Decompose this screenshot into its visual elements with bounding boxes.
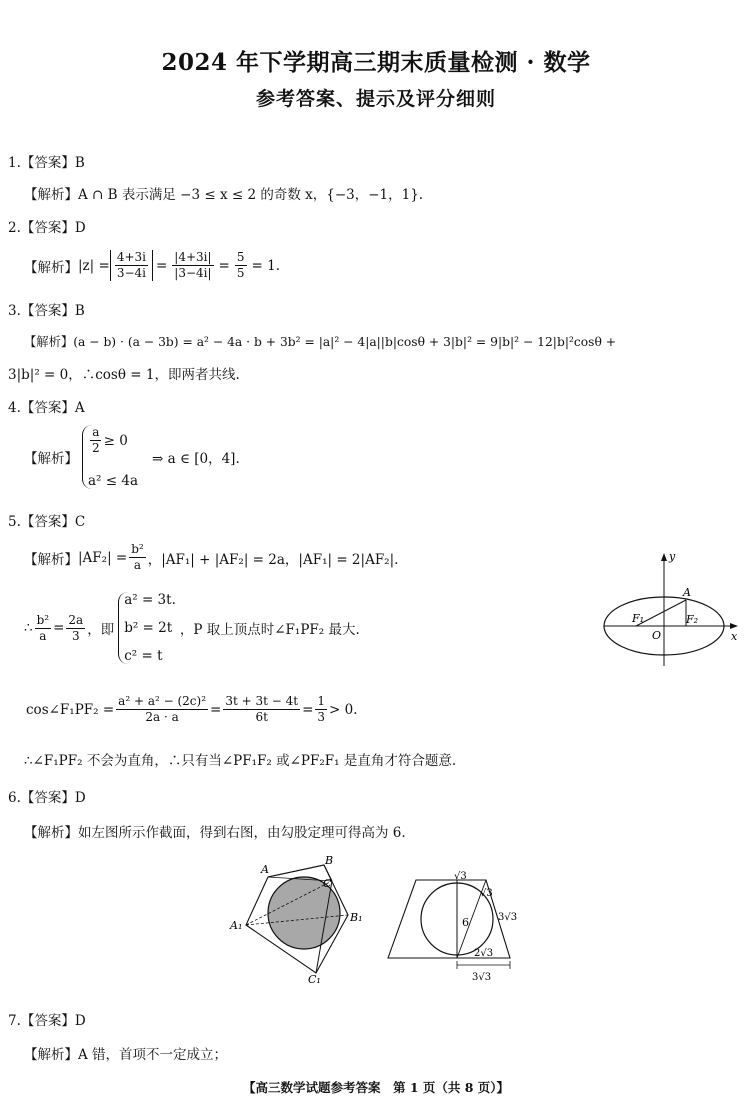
prism-label-b1: B₁ xyxy=(350,911,363,924)
q5-solution-line4: ∴∠F₁PF₂ 不会为直角，∴只有当∠PF₁F₂ 或∠PF₂F₁ 是直角才符合题意. xyxy=(24,753,457,769)
page-footer: 【高三数学试题参考答案 第 1 页（共 8 页）】 xyxy=(242,1080,510,1095)
section-label-right: 3√3 xyxy=(498,912,518,923)
ellipse-label-a: A xyxy=(683,586,691,599)
prism-label-c: C xyxy=(323,877,332,890)
prism-label-b: B xyxy=(325,855,334,867)
q3-solution-line2: 3|b|² = 0，∴cosθ = 1，即两者共线. xyxy=(8,367,240,383)
section-label-top-right: √3 xyxy=(480,888,493,899)
q6-solution: 【解析】如左图所示作截面，得到右图，由勾股定理可得高为 6. xyxy=(24,825,406,841)
q1-answer: 1.【答案】B xyxy=(8,155,85,171)
q4-solution: 【解析】 $\frac{a}{2}$ ≥ 0 a² ≤ 4a ⇒ a ∈ [0，4]. xyxy=(24,425,240,489)
q4-answer: 4.【答案】A xyxy=(8,400,85,416)
q2-answer: 2.【答案】D xyxy=(8,220,86,236)
page-title: 2024 年下学期高三期末质量检测 · 数学 xyxy=(161,49,591,76)
section-label-lower-right: 2√3 xyxy=(474,948,494,959)
ellipse-figure xyxy=(598,548,744,670)
section-figure xyxy=(382,870,532,992)
section-label-mid: 6 xyxy=(462,916,469,929)
q7-answer: 7.【答案】D xyxy=(8,1013,86,1029)
q1-solution: 【解析】A ∩ B 表示满足 −3 ≤ x ≤ 2 的奇数 x，{−3，−1，1}. xyxy=(24,187,424,203)
q5-solution-line3: cos∠F₁PF₂ = $\frac{\text{a² + a² − (2c)²}}{2a \cdot a}$ = $\frac{3t + 3t - 4t}{6t}$ = $\frac{1}{3}$ > 0. xyxy=(26,694,358,724)
section-label-top: √3 xyxy=(454,871,467,882)
q6-answer: 6.【答案】D xyxy=(8,790,86,806)
section-label-bottom: 3√3 xyxy=(472,972,492,983)
ellipse-label-x: x xyxy=(731,630,738,643)
prism-label-a1: A₁ xyxy=(230,919,243,932)
prism-label-a: A xyxy=(261,863,269,876)
q7-solution: 【解析】A 错，首项不一定成立； xyxy=(24,1047,228,1063)
prism-label-c1: C₁ xyxy=(308,973,321,986)
ellipse-label-f1: F₁ xyxy=(632,612,645,625)
ellipse-label-o: O xyxy=(652,629,662,642)
q5-answer: 5.【答案】C xyxy=(8,514,86,530)
q3-answer: 3.【答案】B xyxy=(8,303,85,319)
q3-solution-line1: 【解析】(a − b) · (a − 3b) = a² − 4a · b + 3b² = |a|² − 4|a||b|cosθ + 3|b|² = 9|b|² − 12|b|²cosθ + xyxy=(24,335,617,349)
prism-figure xyxy=(228,855,378,987)
ellipse-label-y: y xyxy=(669,550,676,563)
q5-solution-line2: ∴ $\frac{\text{b²}}{a}$ = $\frac{2a}{3}$ ，即 a² = 3t. b² = 2t c² = t ，P 取上顶点时∠F₁PF₂ 最大. xyxy=(24,592,360,664)
ellipse-label-f2: F₂ xyxy=(686,613,699,626)
q2-solution: 【解析】 |z| = $\frac{4+3i}{3-4i}$ = $\frac{|4+3i|}{|3-4i|}$ = $\frac{5}{5}$ = 1. xyxy=(24,250,280,280)
page-subtitle: 参考答案、提示及评分细则 xyxy=(255,88,496,110)
q5-solution-line1: 【解析】 |AF₂| = $\frac{\text{b²}}{a}$ ，|AF₁| + |AF₂| = 2a，|AF₁| = 2|AF₂|. xyxy=(24,542,399,572)
